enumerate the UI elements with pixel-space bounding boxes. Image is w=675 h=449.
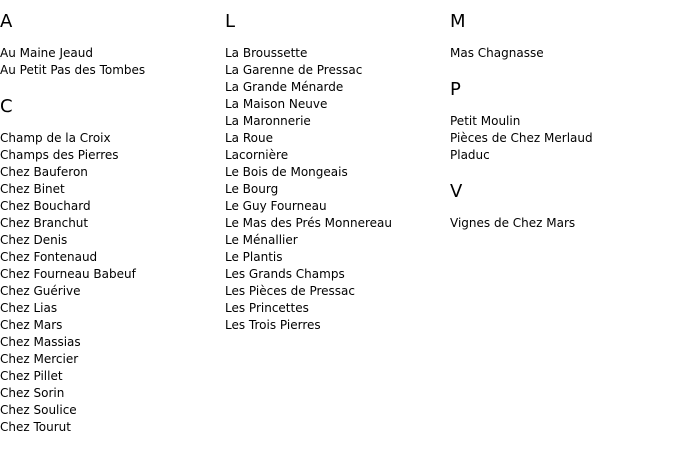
letter-heading: A [0, 11, 13, 32]
place-link[interactable]: Au Petit Pas des Tombes [0, 63, 146, 77]
place-list [225, 45, 445, 334]
place-link[interactable]: Lacornière [225, 148, 289, 162]
letter-heading: P [450, 79, 461, 100]
place-link[interactable]: Chez Fourneau Babeuf [0, 267, 136, 281]
place-link[interactable]: Petit Moulin [450, 114, 521, 128]
letter-group [0, 11, 220, 79]
place-link[interactable]: La Broussette [225, 46, 308, 60]
place-link[interactable]: La Grande Ménarde [225, 80, 344, 94]
place-link[interactable]: La Garenne de Pressac [225, 63, 363, 77]
place-list [450, 45, 670, 62]
place-link[interactable]: Champs des Pierres [0, 148, 119, 162]
index-column [0, 0, 220, 436]
place-link[interactable]: Pladuc [450, 148, 490, 162]
place-link[interactable]: Chez Soulice [0, 403, 77, 417]
place-list [450, 113, 670, 164]
place-link[interactable]: Chez Branchut [0, 216, 89, 230]
place-link[interactable]: Les Pièces de Pressac [225, 284, 356, 298]
place-link[interactable]: Chez Tourut [0, 420, 71, 434]
place-link[interactable]: La Maison Neuve [225, 97, 328, 111]
letter-heading: C [0, 96, 13, 117]
place-link[interactable]: Au Maine Jeaud [0, 46, 93, 60]
letter-group [450, 11, 670, 62]
place-link[interactable]: Chez Massias [0, 335, 81, 349]
place-link[interactable]: Chez Bouchard [0, 199, 91, 213]
place-link[interactable]: Chez Guérive [0, 284, 81, 298]
place-link[interactable]: La Maronnerie [225, 114, 311, 128]
place-link[interactable]: Chez Mercier [0, 352, 79, 366]
place-link[interactable]: Chez Sorin [0, 386, 65, 400]
letter-group [450, 79, 670, 164]
place-list [0, 45, 220, 79]
place-link[interactable]: Mas Chagnasse [450, 46, 544, 60]
place-link[interactable]: Le Plantis [225, 250, 283, 264]
place-link[interactable]: Chez Binet [0, 182, 65, 196]
letter-group [0, 96, 220, 436]
index-column [450, 0, 670, 232]
place-link[interactable]: Pièces de Chez Merlaud [450, 131, 593, 145]
letter-heading: M [450, 11, 466, 32]
place-link[interactable]: Chez Pillet [0, 369, 63, 383]
index-column [225, 0, 445, 334]
place-link[interactable]: Chez Mars [0, 318, 63, 332]
place-link[interactable]: Le Ménallier [225, 233, 298, 247]
letter-group [225, 11, 445, 334]
place-link[interactable]: Le Bourg [225, 182, 279, 196]
place-link[interactable]: Les Trois Pierres [225, 318, 321, 332]
place-link[interactable]: Chez Denis [0, 233, 68, 247]
place-link[interactable]: Chez Fontenaud [0, 250, 98, 264]
place-link[interactable]: Les Grands Champs [225, 267, 345, 281]
place-list [450, 215, 670, 232]
letter-heading: V [450, 181, 463, 202]
place-link[interactable]: Chez Bauferon [0, 165, 88, 179]
place-list [0, 130, 220, 436]
place-link[interactable]: Champ de la Croix [0, 131, 111, 145]
place-link[interactable]: Le Mas des Prés Monnereau [225, 216, 392, 230]
place-link[interactable]: Le Bois de Mongeais [225, 165, 348, 179]
place-link[interactable]: Le Guy Fourneau [225, 199, 327, 213]
letter-group [450, 181, 670, 232]
place-link[interactable]: Vignes de Chez Mars [450, 216, 576, 230]
place-link[interactable]: Les Princettes [225, 301, 309, 315]
place-link[interactable]: Chez Lias [0, 301, 58, 315]
letter-heading: L [225, 11, 236, 32]
place-link[interactable]: La Roue [225, 131, 273, 145]
